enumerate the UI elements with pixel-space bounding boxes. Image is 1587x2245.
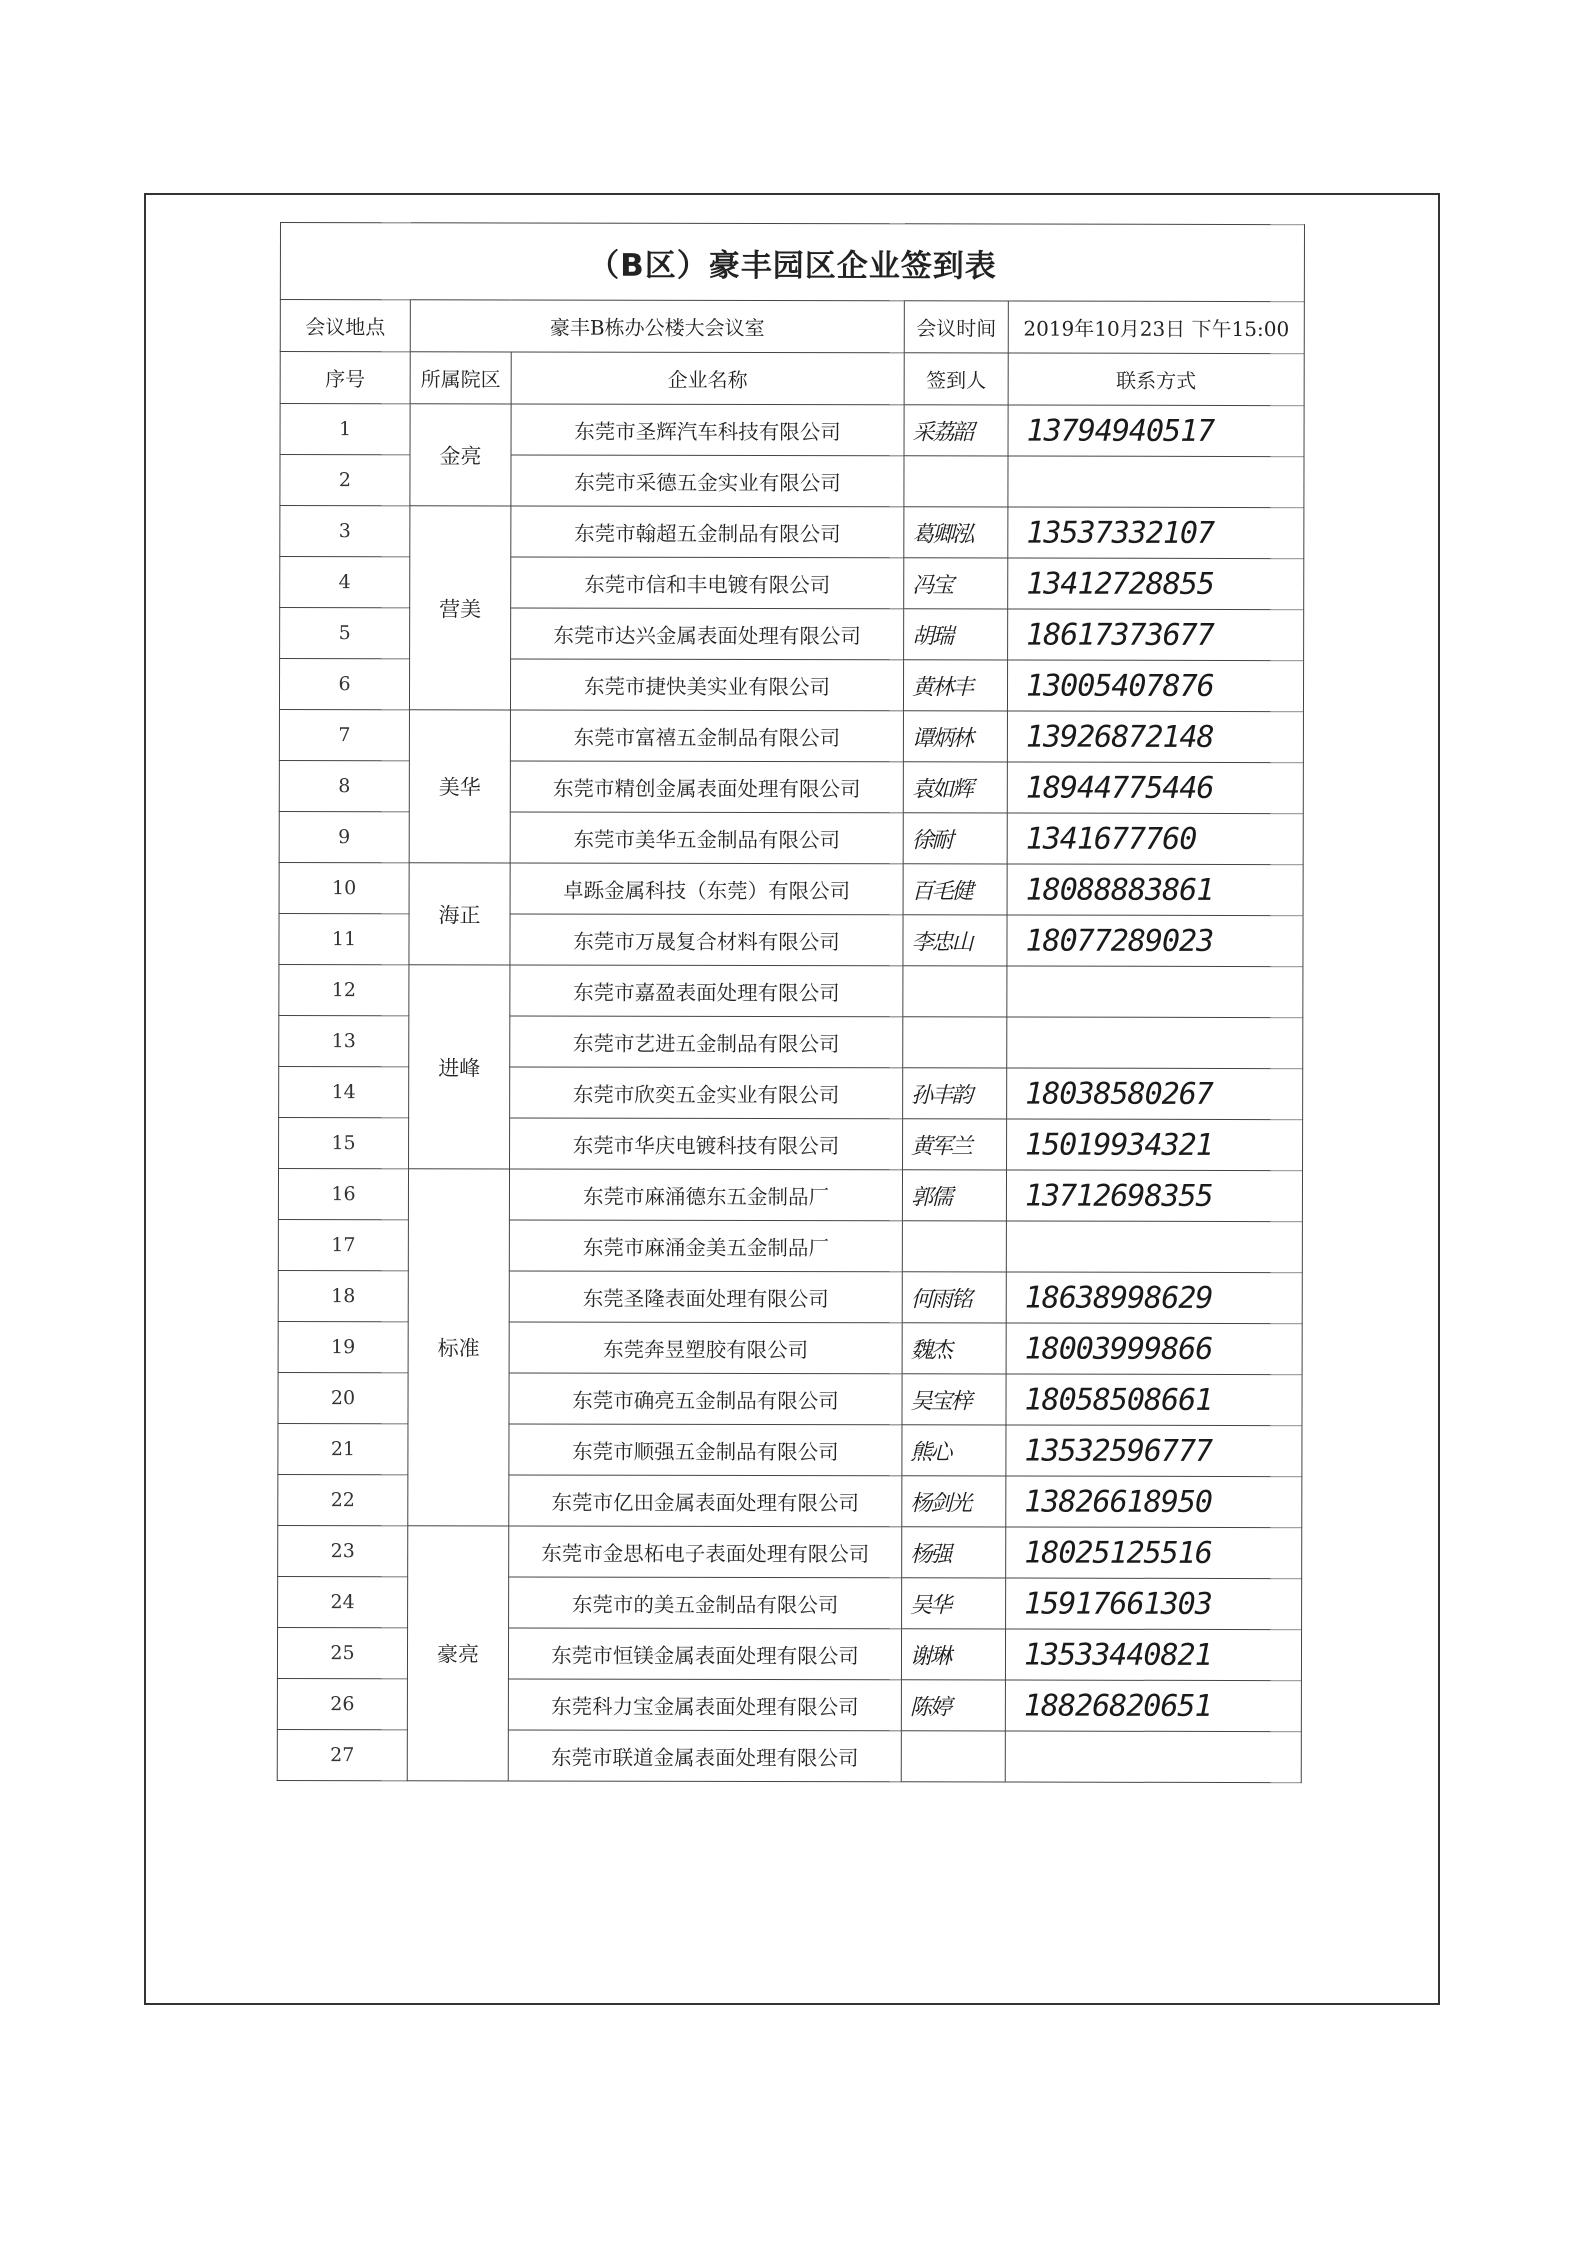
row-seq: 12 <box>279 964 409 1015</box>
signer-signature <box>902 1221 1006 1272</box>
contact-phone <box>1007 1017 1303 1069</box>
signer-signature: 何雨铭 <box>902 1272 1006 1323</box>
signer-signature: 吴华 <box>902 1578 1006 1629</box>
row-seq: 18 <box>278 1270 408 1321</box>
contact-phone <box>1007 966 1303 1018</box>
contact-phone: 18025125516 <box>1006 1527 1302 1579</box>
table-row <box>279 710 1303 763</box>
company-name: 东莞市信和丰电镀有限公司 <box>511 557 904 609</box>
signer-signature: 谭炳林 <box>903 711 1007 762</box>
signer-signature: 黄军兰 <box>903 1119 1007 1170</box>
sign-in-sheet <box>277 222 1305 1783</box>
zone-cell: 标准 <box>408 1169 510 1526</box>
company-name: 东莞科力宝金属表面处理有限公司 <box>508 1679 901 1731</box>
contact-phone: 18088883861 <box>1007 864 1303 916</box>
zone-cell: 美华 <box>409 710 510 863</box>
contact-phone: 18077289023 <box>1007 915 1303 967</box>
contact-phone: 18638998629 <box>1006 1272 1302 1324</box>
zone-cell: 豪亮 <box>407 1526 509 1781</box>
row-seq: 3 <box>280 506 410 557</box>
company-name: 东莞市圣辉汽车科技有限公司 <box>511 404 904 456</box>
row-seq: 4 <box>280 557 410 608</box>
contact-phone: 15917661303 <box>1006 1578 1302 1630</box>
row-seq: 25 <box>277 1627 407 1678</box>
signer-signature <box>903 966 1007 1017</box>
table-row <box>279 862 1303 915</box>
contact-phone: 15019934321 <box>1007 1119 1303 1171</box>
contact-phone: 1341677760 <box>1007 813 1303 865</box>
company-name: 东莞市万晟复合材料有限公司 <box>510 914 903 966</box>
location-value: 豪丰B栋办公楼大会议室 <box>410 300 904 353</box>
row-seq: 11 <box>279 913 409 964</box>
row-seq: 1 <box>280 404 410 455</box>
row-seq: 17 <box>278 1219 408 1270</box>
company-name: 东莞圣隆表面处理有限公司 <box>509 1271 902 1323</box>
signer-signature: 胡瑞 <box>904 609 1008 660</box>
contact-phone: 13926872148 <box>1007 711 1303 763</box>
company-name: 东莞市顺强五金制品有限公司 <box>509 1424 902 1476</box>
contact-phone: 13712698355 <box>1006 1170 1302 1222</box>
contact-phone: 13794940517 <box>1008 405 1304 457</box>
contact-phone: 13005407876 <box>1007 660 1303 712</box>
signer-signature: 杨剑光 <box>902 1476 1006 1527</box>
signer-signature: 魏杰 <box>902 1323 1006 1374</box>
row-seq: 7 <box>279 710 409 761</box>
contact-phone <box>1005 1731 1301 1783</box>
row-seq: 6 <box>279 659 409 710</box>
company-name: 东莞市的美五金制品有限公司 <box>509 1577 902 1629</box>
contact-phone: 13826618950 <box>1006 1476 1302 1528</box>
signer-signature: 葛卿泓 <box>904 507 1008 558</box>
contact-phone: 18944775446 <box>1007 762 1303 814</box>
location-label: 会议地点 <box>280 300 410 352</box>
signer-signature: 袁如辉 <box>903 762 1007 813</box>
signer-signature: 采荔韶 <box>904 405 1008 456</box>
company-name: 东莞奔昱塑胶有限公司 <box>509 1322 902 1374</box>
company-name: 卓跞金属科技（东莞）有限公司 <box>510 863 903 915</box>
signer-signature: 吴宝梓 <box>902 1374 1006 1425</box>
time-value: 2019年10月23日 下午15:00 <box>1008 301 1304 354</box>
company-name: 东莞市精创金属表面处理有限公司 <box>510 761 903 813</box>
signer-signature: 黄林丰 <box>903 660 1007 711</box>
signer-signature <box>903 1017 1007 1068</box>
row-seq: 20 <box>278 1372 408 1423</box>
header-contact: 联系方式 <box>1008 353 1304 406</box>
company-name: 东莞市联道金属表面处理有限公司 <box>508 1730 901 1782</box>
row-seq: 21 <box>278 1423 408 1474</box>
signer-signature: 百毛健 <box>903 864 1007 915</box>
company-name: 东莞市欣奕五金实业有限公司 <box>510 1067 903 1119</box>
company-name: 东莞市翰超五金制品有限公司 <box>511 506 904 558</box>
company-name: 东莞市达兴金属表面处理有限公司 <box>511 608 904 660</box>
contact-phone: 18826820651 <box>1005 1680 1301 1732</box>
contact-phone <box>1006 1221 1302 1273</box>
company-name: 东莞市恒镁金属表面处理有限公司 <box>508 1628 901 1680</box>
contact-phone: 18058508661 <box>1006 1374 1302 1426</box>
row-seq: 26 <box>277 1678 407 1729</box>
table-row <box>280 404 1304 457</box>
contact-phone: 18617373677 <box>1008 609 1304 661</box>
row-seq: 27 <box>277 1729 407 1780</box>
zone-cell: 金亮 <box>410 404 511 506</box>
row-seq: 19 <box>278 1321 408 1372</box>
signer-signature <box>904 456 1008 507</box>
contact-phone: 13533440821 <box>1005 1629 1301 1681</box>
contact-phone <box>1008 456 1304 508</box>
company-name: 东莞市艺进五金制品有限公司 <box>510 1016 903 1068</box>
contact-phone: 18003999866 <box>1006 1323 1302 1375</box>
row-seq: 5 <box>280 608 410 659</box>
row-seq: 22 <box>278 1474 408 1525</box>
row-seq: 10 <box>279 862 409 913</box>
company-name: 东莞市捷快美实业有限公司 <box>510 659 903 711</box>
header-signer: 签到人 <box>904 353 1008 405</box>
company-name: 东莞市麻涌金美五金制品厂 <box>509 1220 902 1272</box>
table-row <box>280 506 1304 559</box>
contact-phone: 13532596777 <box>1006 1425 1302 1477</box>
row-seq: 24 <box>278 1576 408 1627</box>
signer-signature: 谢琳 <box>901 1629 1005 1680</box>
sheet-title: （B区）豪丰园区企业签到表 <box>280 223 1304 302</box>
company-name: 东莞市嘉盈表面处理有限公司 <box>510 965 903 1017</box>
row-seq: 8 <box>279 760 409 811</box>
signer-signature: 孙丰韵 <box>903 1068 1007 1119</box>
contact-phone: 18038580267 <box>1007 1068 1303 1120</box>
row-seq: 15 <box>279 1117 409 1168</box>
company-name: 东莞市华庆电镀科技有限公司 <box>510 1118 903 1170</box>
company-name: 东莞市美华五金制品有限公司 <box>510 812 903 864</box>
signer-signature: 徐耐 <box>903 813 1007 864</box>
zone-cell: 营美 <box>409 506 510 710</box>
row-seq: 9 <box>279 811 409 862</box>
table-row <box>279 964 1303 1017</box>
signer-signature: 冯宝 <box>904 558 1008 609</box>
signer-signature: 熊心 <box>902 1425 1006 1476</box>
company-name: 东莞市富禧五金制品有限公司 <box>510 710 903 762</box>
signer-signature: 杨强 <box>902 1527 1006 1578</box>
company-name: 东莞市采德五金实业有限公司 <box>511 455 904 507</box>
company-name: 东莞市麻涌德东五金制品厂 <box>509 1169 902 1221</box>
company-name: 东莞市确亮五金制品有限公司 <box>509 1373 902 1425</box>
signer-signature: 李忠山 <box>903 915 1007 966</box>
row-seq: 2 <box>280 455 410 506</box>
row-seq: 13 <box>279 1015 409 1066</box>
zone-cell: 进峰 <box>409 965 510 1169</box>
header-seq: 序号 <box>280 352 410 404</box>
row-seq: 16 <box>278 1168 408 1219</box>
signer-signature: 郭儒 <box>902 1170 1006 1221</box>
table-row <box>278 1525 1302 1578</box>
zone-cell: 海正 <box>409 863 510 965</box>
company-name: 东莞市金思柘电子表面处理有限公司 <box>509 1526 902 1578</box>
table-row <box>278 1168 1302 1221</box>
header-company: 企业名称 <box>511 352 904 405</box>
header-zone: 所属院区 <box>410 352 511 404</box>
contact-phone: 13537332107 <box>1008 507 1304 559</box>
contact-phone: 13412728855 <box>1008 558 1304 610</box>
row-seq: 14 <box>279 1066 409 1117</box>
time-label: 会议时间 <box>904 301 1008 353</box>
company-name: 东莞市亿田金属表面处理有限公司 <box>509 1475 902 1527</box>
row-seq: 23 <box>278 1525 408 1576</box>
signer-signature: 陈婷 <box>901 1680 1005 1731</box>
signer-signature <box>901 1731 1005 1782</box>
